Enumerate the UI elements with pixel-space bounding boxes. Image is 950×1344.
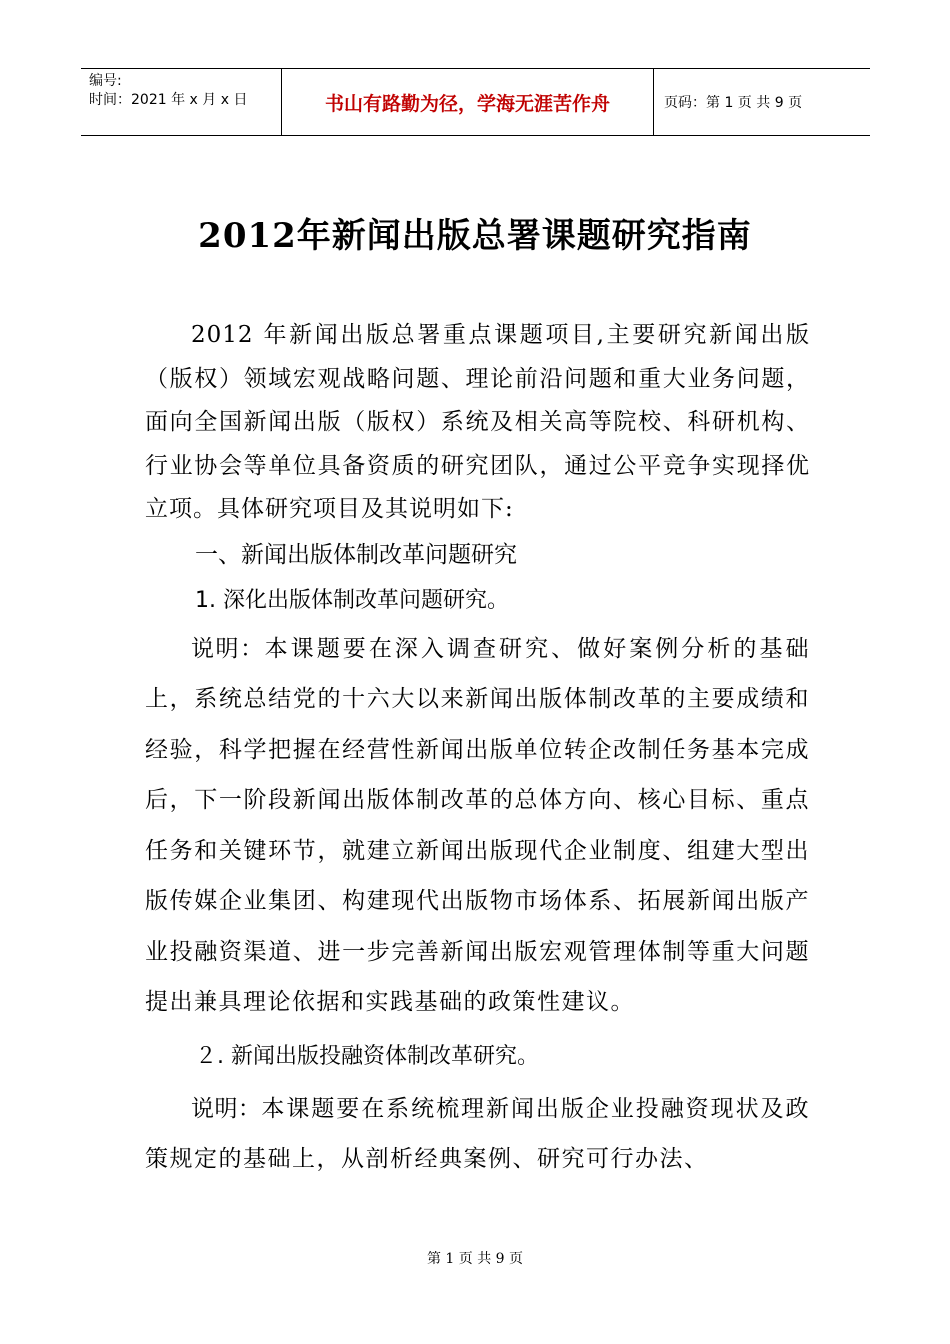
document-body [145, 314, 810, 1185]
note-text: 本课题要在深入调查研究、做好案例分析的基础上，系统总结党的十六大以来新闻出版体制改革的主要成绩和经验，科学把握在经营性新闻出版单位转企改制任务基本完成后，下一阶段新闻出版体制改革的总体方向、核心目标、重点任务和关键环节，就建立新闻出版现代企业制度、组建大型出版传媒企业集团、构建现代出版物市场体系、拓展新闻出版产业投融资渠道、进一步完善新闻出版宏观管理体制等重大问题提出兼具理论依据和实践基础的政策性建议。 [145, 635, 811, 1015]
topic-note [145, 1084, 810, 1185]
note-label: 说明： [191, 635, 265, 662]
page-footer: 第 1 页 共 9 页 [426, 1251, 524, 1267]
section-heading: 一、新闻出版体制改革问题研究 [195, 541, 517, 568]
intro-paragraph: 2012 年新闻出版总署重点课题项目,主要研究新闻出版（版权）领域宏观战略问题、理论前沿问题和重大业务问题，面向全国新闻出版（版权）系统及相关高等院校、科研机构、行业协会等单位具备资质的研究团队，通过公平竞争实现择优立项。具体研究项目及其说明如下: [145, 322, 810, 522]
topic-title: 1. 深化出版体制改革问题研究。 [195, 587, 509, 613]
note-label: 说明： [191, 1095, 262, 1122]
header-meta [81, 69, 282, 135]
date-label: 时间：2021 年 x 月 x 日 [89, 92, 248, 108]
page-header [81, 68, 870, 136]
document-title: 2012年新闻出版总署课题研究指南 [198, 216, 752, 256]
header-motto: 书山有路勤为径，学海无涯苦作舟 [282, 69, 654, 135]
number-label: 编号: [89, 73, 122, 89]
header-page-info: 页码：第 1 页 共 9 页 [664, 95, 803, 111]
topic-title: ２. 新闻出版投融资体制改革研究。 [195, 1043, 539, 1069]
topic-note [145, 624, 810, 1028]
note-text: 本课题要在系统梳理新闻出版企业投融资现状及政策规定的基础上，从剖析经典案例、研究可行办法、 [145, 1095, 810, 1172]
